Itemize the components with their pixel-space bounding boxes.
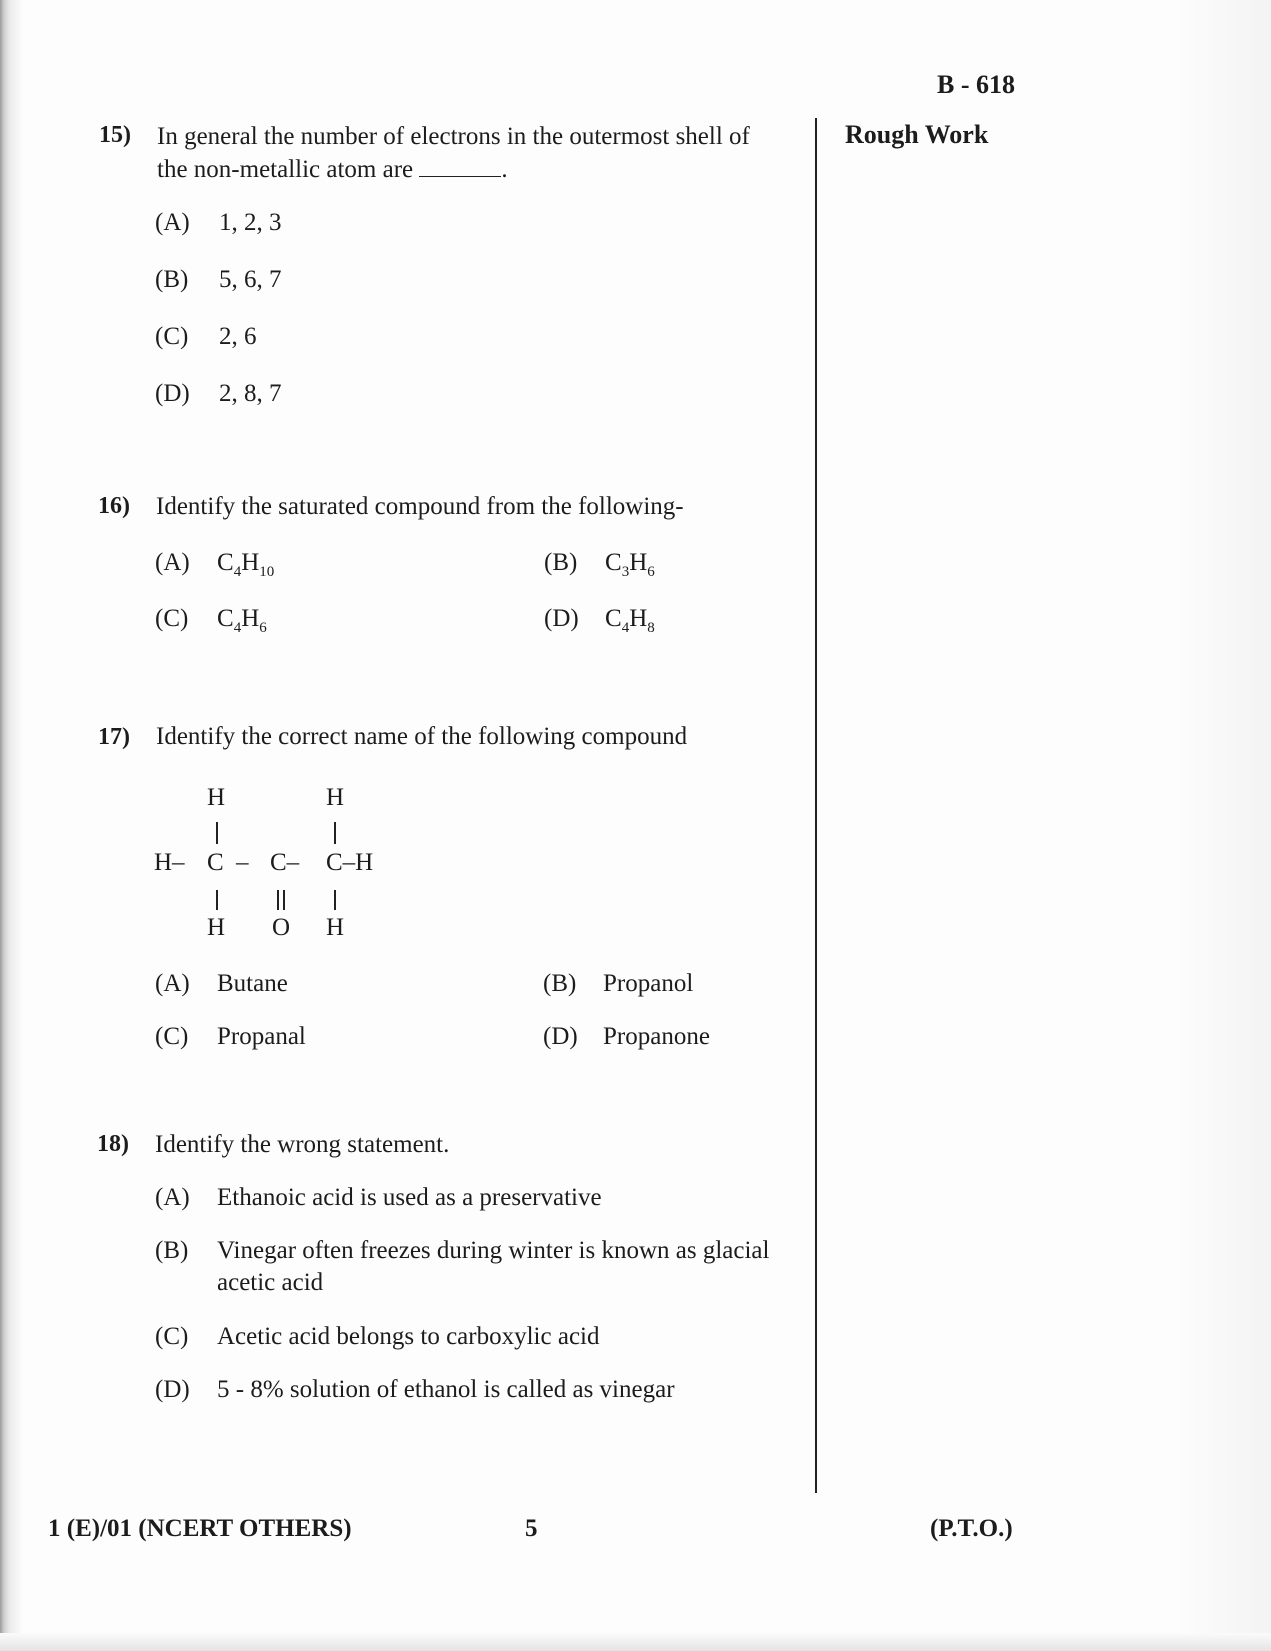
- option-text: 1, 2, 3: [219, 209, 282, 236]
- option-letter: (C): [155, 1323, 189, 1350]
- single-bond: [334, 822, 336, 844]
- atom-h-left: H–: [154, 849, 185, 876]
- option-text: Butane: [217, 970, 288, 997]
- option-text-line1: Vinegar often freezes during winter is known as glacial: [217, 1237, 770, 1264]
- formula-c4h8: $C_4H_8$: [605, 605, 655, 636]
- single-bond: [216, 822, 218, 844]
- answer-blank: [419, 154, 501, 177]
- option-letter: (D): [544, 605, 579, 632]
- question-text-line1: In general the number of electrons in the outermost shell of: [157, 123, 750, 150]
- option-letter: (D): [543, 1023, 578, 1050]
- option-text: Propanone: [603, 1023, 710, 1050]
- rough-work-heading: Rough Work: [845, 120, 989, 149]
- question-number: 17): [98, 724, 130, 750]
- atom-c2: C–: [270, 849, 300, 876]
- option-text: 5, 6, 7: [219, 266, 282, 293]
- formula-c3h6: $C_3H_6$: [605, 549, 655, 580]
- option-letter: (C): [155, 1023, 189, 1050]
- atom-h-top-right: H: [326, 784, 345, 811]
- rough-work-divider: [815, 118, 817, 1493]
- option-letter: (C): [155, 605, 189, 632]
- formula-c4h10: $C_4H_{10}$: [217, 549, 275, 580]
- footer-pto: (P.T.O.): [930, 1515, 1013, 1542]
- option-letter: (A): [155, 970, 190, 997]
- option-text: Ethanoic acid is used as a preservative: [217, 1184, 602, 1211]
- atom-h-bottom-left: H: [207, 914, 226, 941]
- question-number: 15): [99, 122, 131, 148]
- double-bond-line: [283, 890, 285, 910]
- option-text: 2, 6: [219, 323, 257, 350]
- option-text: 5 - 8% solution of ethanol is called as vinegar: [217, 1376, 675, 1403]
- option-letter: (B): [543, 970, 577, 997]
- option-letter: (A): [155, 209, 190, 236]
- question-text: Identify the wrong statement.: [155, 1131, 450, 1158]
- footer-subject-code: 1 (E)/01 (NCERT OTHERS): [48, 1515, 352, 1542]
- atom-c3: C–H: [326, 849, 374, 876]
- option-text: Propanal: [217, 1023, 306, 1050]
- question-number: 16): [98, 493, 130, 519]
- page-left-edge: [0, 0, 22, 1651]
- option-text-line2: acetic acid: [217, 1269, 324, 1296]
- option-letter: (A): [155, 1184, 190, 1211]
- option-letter: (D): [155, 380, 190, 407]
- paper-code: B - 618: [937, 70, 1015, 99]
- single-bond: [334, 890, 336, 910]
- atom-h-bottom-right: H: [326, 914, 345, 941]
- option-letter: (B): [155, 1237, 189, 1264]
- page-number: 5: [525, 1515, 538, 1542]
- question-text: Identify the correct name of the following compound: [156, 723, 688, 750]
- option-text: Acetic acid belongs to carboxylic acid: [217, 1323, 600, 1350]
- atom-o: O: [272, 914, 291, 941]
- question-text: Identify the saturated compound from the following-: [156, 493, 684, 520]
- single-bond: [216, 890, 218, 910]
- option-letter: (C): [155, 323, 189, 350]
- option-text: Propanol: [603, 970, 694, 997]
- option-text: 2, 8, 7: [219, 380, 282, 407]
- page-right-shade: [1181, 0, 1271, 1651]
- formula-c4h6: $C_4H_6$: [217, 605, 267, 636]
- atom-h-top-left: H: [207, 784, 226, 811]
- bond-dash: –: [236, 849, 249, 876]
- option-letter: (B): [544, 549, 578, 576]
- option-letter: (D): [155, 1376, 190, 1403]
- page-bottom-edge: [0, 1633, 1271, 1651]
- atom-c1: C: [207, 849, 224, 876]
- option-letter: (B): [155, 266, 189, 293]
- option-letter: (A): [155, 549, 190, 576]
- double-bond-line: [277, 890, 279, 910]
- question-number: 18): [97, 1131, 129, 1157]
- question-text-line2: the non-metallic atom are .: [157, 156, 508, 183]
